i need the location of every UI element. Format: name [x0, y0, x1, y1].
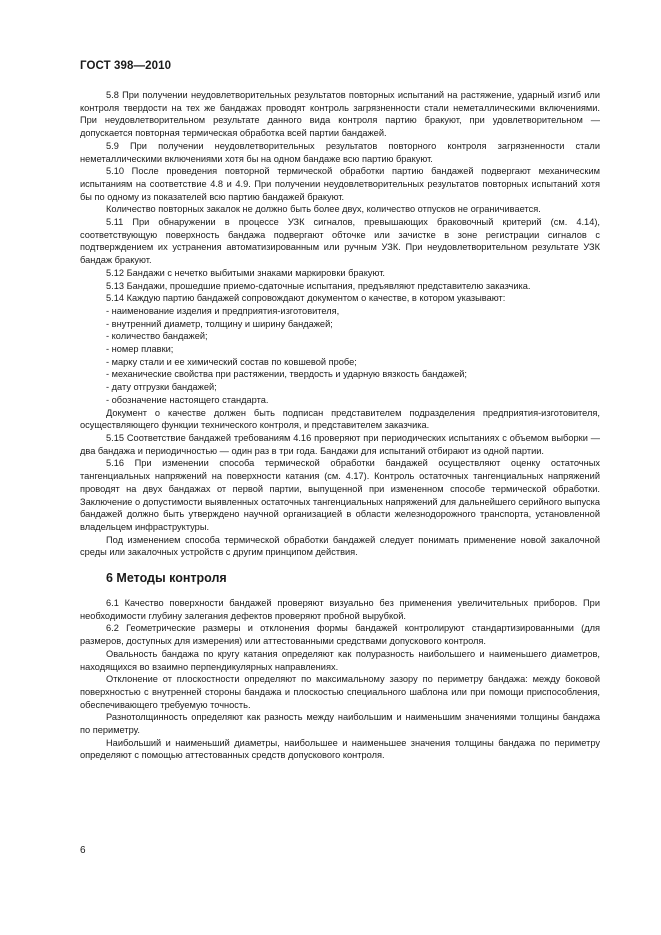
paragraph-flatness: Отклонение от плоскостности определяют по максимальному зазору по периметру бандажа: между боковой поверхностью с внутренней стороны бандажа и плоскостью специального шаблона или при помощи приспособления, обеспечивающего требуемую точность.: [80, 674, 600, 710]
paragraph-5-15: 5.15 Соответствие бандажей требованиям 4.16 проверяют при периодических испытаниях с объемом выборки — два бандажа и периодичностью — один раз в три года. Бандажи для испытаний отбирают из одной партии.: [80, 432, 600, 456]
standard-code-header: ГОСТ 398—2010: [80, 60, 172, 72]
paragraph-quality-doc-signature: Документ о качестве должен быть подписан представителем подразделения предприятия-изготовителя, осуществляющего функции технического контроля, и представителем заказчика.: [80, 407, 600, 431]
paragraph-5-8: 5.8 При получении неудовлетворительных результатов повторных испытаний на растяжение, ударный изгиб или контроля твердости на тех же бандажах проводят контроль загрязненности стали неметаллическими включениями. При неудовлетворительном результате данного вида контроля партию бракуют, при удовлетворительном — допускается повторная термическая обработка всей партии бандажей.: [80, 90, 600, 139]
list-item: - количество бандажей;: [106, 331, 208, 342]
paragraph-5-9: 5.9 При получении неудовлетворительных результатов повторного контроля загрязненности стали неметаллическими включениями хотя бы на одном бандаже всю партию бракуют.: [80, 140, 600, 164]
list-item: - марку стали и ее химический состав по ковшевой пробе;: [106, 356, 357, 367]
paragraph-diameters-thickness: Наибольший и наименьший диаметры, наибольшее и наименьшее значения толщины бандажа по периметру определяют с помощью аттестованных средств допускового контроля.: [80, 737, 600, 761]
document-body: [80, 89, 600, 762]
paragraph-5-13: 5.13 Бандажи, прошедшие приемо-сдаточные испытания, предъявляют представителю заказчика.: [106, 280, 531, 291]
list-item: - внутренний диаметр, толщину и ширину бандажей;: [106, 318, 333, 329]
paragraph-5-10: 5.10 После проведения повторной термической обработки партию бандажей подвергают механическим испытаниям на соответствие 4.8 и 4.9. При получении неудовлетворительных результатов повторных испытаний хотя бы по одному из показателей всю партию бандажей бракуют.: [80, 166, 600, 202]
list-item: - механические свойства при растяжении, твердость и ударную вязкость бандажей;: [106, 369, 467, 380]
paragraph-5-12: 5.12 Бандажи с нечетко выбитыми знаками маркировки бракуют.: [106, 267, 385, 278]
paragraph-6-2: 6.2 Геометрические размеры и отклонения формы бандажей контролируют стандартизированными (для размеров, доступных для измерения) или аттестованными средствами допускового контроля.: [80, 623, 600, 647]
paragraph-5-16: 5.16 При изменении способа термической обработки бандажей осуществляют оценку остаточных тангенциальных напряжений на поверхности катания (см. 4.17). Контроль остаточных тангенциальных напряжений проводят на двух бандажах от первой партии, выпущенной при измененном способе термической обработки. Заключение о допустимости выявленных остаточных тангенциальных напряжений для дальнейшего серийного выпуска бандажей должно быть утверждено научной организацией в области железнодорожного транспорта, установленной владельцем инфраструктуры.: [80, 458, 600, 532]
list-item: - номер плавки;: [106, 344, 174, 355]
paragraph-thickness-variation: Разнотолщинность определяют как разность между наибольшим и наименьшим значениями толщины бандажа по периметру.: [80, 712, 600, 736]
paragraph-5-14: 5.14 Каждую партию бандажей сопровождают документом о качестве, в котором указывают:: [106, 293, 506, 304]
paragraph-heat-treatment-change: Под изменением способа термической обработки бандажей следует понимать применение новой закалочной среды или закалочных устройств с другим принципом действия.: [80, 534, 600, 558]
page-number: 6: [80, 845, 86, 856]
paragraph-6-1: 6.1 Качество поверхности бандажей проверяют визуально без применения увеличительных приборов. При необходимости глубину залегания дефектов проверяют пробной вырубкой.: [80, 598, 600, 621]
list-item: - обозначение настоящего стандарта.: [106, 394, 269, 405]
paragraph-5-11: 5.11 При обнаружении в процессе УЗК сигналов, превышающих браковочный критерий (см. 4.14), соответствующую поверхность бандажа подвергают обточке или зачистке в зоне регистрации сигналов с подтверждением их устранения автоматизированным или ручным УЗК. При неудовлетворительном результате УЗК бандаж бракуют.: [80, 217, 600, 266]
paragraph-repeat-hardening: Количество повторных закалок не должно быть более двух, количество отпусков не ограничивается.: [106, 204, 541, 215]
list-item: - дату отгрузки бандажей;: [106, 382, 217, 393]
paragraph-ovality: Овальность бандажа по кругу катания определяют как полуразность наибольшего и наименьшего диаметров, находящихся во взаимно перпендикулярных направлениях.: [80, 648, 600, 672]
list-item: - наименование изделия и предприятия-изготовителя,: [106, 305, 340, 316]
section-6-heading: 6 Методы контроля: [106, 571, 227, 586]
